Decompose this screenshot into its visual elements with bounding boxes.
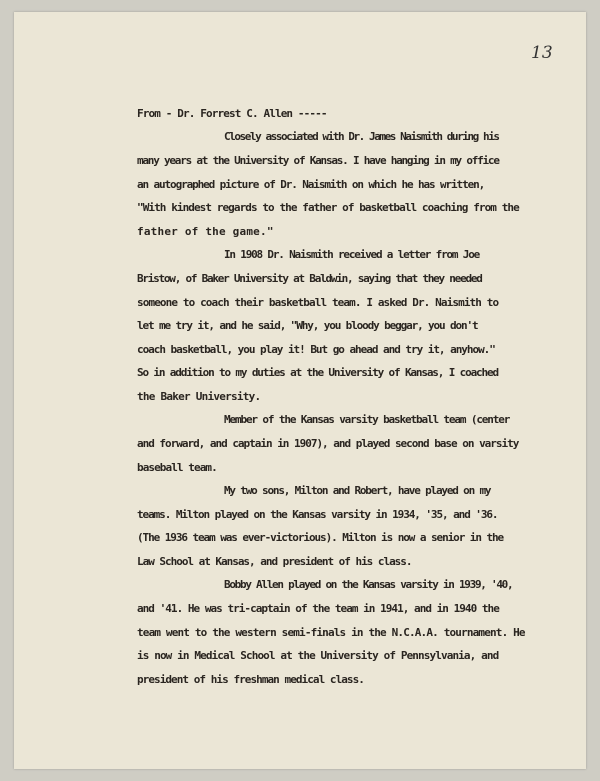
text-line: Bristow, of Baker University at Baldwin, saying that they needed <box>137 272 482 285</box>
text-line: In 1908 Dr. Naismith received a letter from Joe <box>224 248 480 261</box>
text-line: (The 1936 team was ever-victorious). Milton is now a senior in the <box>137 531 504 544</box>
text-line: My two sons, Milton and Robert, have played on my <box>224 484 491 497</box>
text-line: From - Dr. Forrest C. Allen ----- <box>137 107 327 120</box>
text-line: many years at the University of Kansas. I have hanging in my office <box>137 154 499 167</box>
text-line: team went to the western semi-finals in the N.C.A.A. tournament. He <box>137 626 525 639</box>
text-line: let me try it, and he said, "Why, you bloody beggar, you don't <box>137 319 478 332</box>
text-line: "With kindest regards to the father of basketball coaching from the <box>137 201 519 214</box>
page-number: 13 <box>531 43 553 63</box>
text-line: president of his freshman medical class. <box>137 673 364 686</box>
text-line: the Baker University. <box>137 390 261 403</box>
text-line: and forward, and captain in 1907), and played second base on varsity <box>137 437 519 450</box>
text-line: coach basketball, you play it! But go ahead and try it, anyhow." <box>137 343 495 356</box>
text-line: and '41. He was tri-captain of the team in 1941, and in 1940 the <box>137 602 499 615</box>
text-line: someone to coach their basketball team. I asked Dr. Naismith to <box>137 296 499 309</box>
text-line: is now in Medical School at the University of Pennsylvania, and <box>137 649 499 662</box>
text-line: father of the game." <box>137 225 274 238</box>
text-line: Closely associated with Dr. James Naismith during his <box>224 130 499 143</box>
text-line: So in addition to my duties at the University of Kansas, I coached <box>137 366 498 379</box>
text-line: Bobby Allen played on the Kansas varsity in 1939, '40, <box>224 578 513 591</box>
text-line: Member of the Kansas varsity basketball team (center <box>224 413 510 426</box>
text-line: baseball team. <box>137 461 217 474</box>
text-line: Law School at Kansas, and president of his class. <box>137 555 412 568</box>
text-line: an autographed picture of Dr. Naismith on which he has written, <box>137 178 485 191</box>
text-line: teams. Milton played on the Kansas varsity in 1934, '35, and '36. <box>137 508 498 521</box>
